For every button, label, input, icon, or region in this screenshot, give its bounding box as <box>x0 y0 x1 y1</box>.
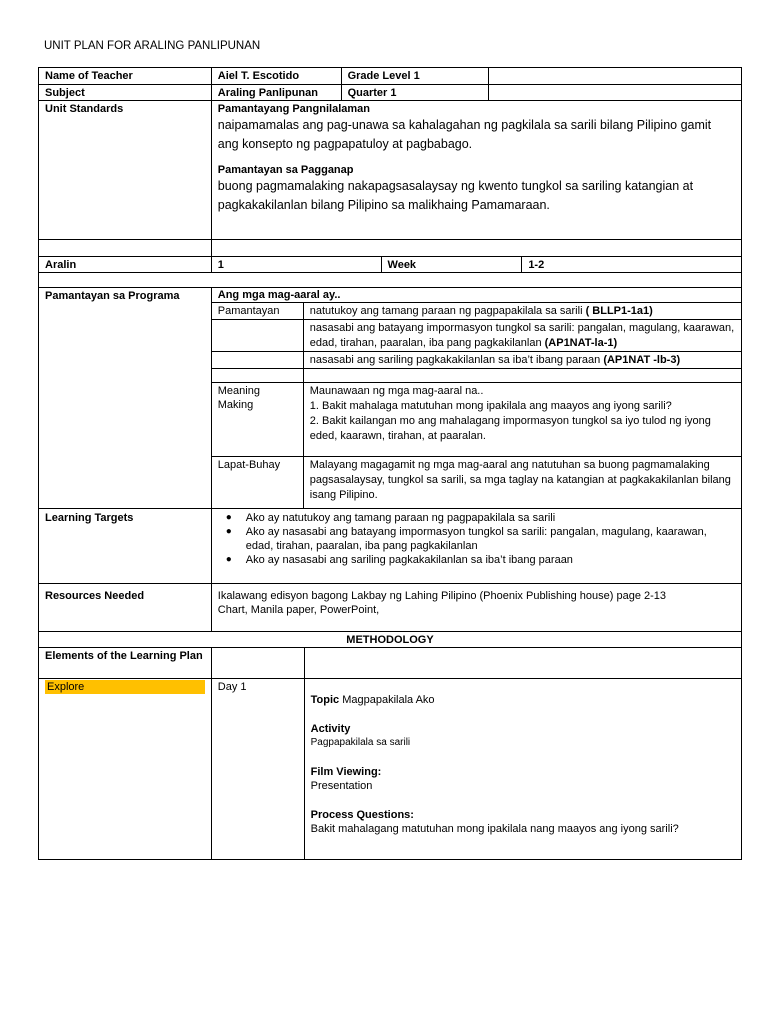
meaning-making-label: Meaning Making <box>212 383 304 456</box>
unit-plan-table <box>38 67 742 860</box>
explore-row <box>38 678 742 860</box>
performance-standard-heading: Pamantayan sa Pagganap <box>217 164 354 176</box>
aralin-label: Aralin <box>39 257 212 272</box>
item-text: natutukoy ang tamang paraan ng pagpapakilala sa sarili <box>309 305 586 317</box>
pamantayan-row <box>212 302 741 319</box>
teacher-name: Aiel T. Escotido <box>212 68 342 84</box>
unit-standards-row <box>38 100 742 239</box>
performance-standard-text: buong pagmamalaking nakapagsasalaysay ng kwento tungkol sa sariling katangian at pagkakakilanlan bilang Pilipino sa malikhaing Pamamaraan. <box>217 179 694 212</box>
methodology-heading: METHODOLOGY <box>39 632 742 647</box>
competency-code: (AP1NAT -lb-3) <box>603 354 681 366</box>
week-label: Week <box>382 257 523 272</box>
empty-cell <box>39 240 212 256</box>
meaning-line: 2. Bakit kailangan mo ang mahalagang impormasyon tungkol sa iyo tulod ng iyong eded, kaarawn, tirahan, at paaralan. <box>309 415 711 442</box>
process-questions-label: Process Questions: <box>310 809 414 821</box>
competency-code: ( BLLP1-1a1) <box>585 305 653 317</box>
process-questions-value: Bakit mahalagang matutuhan mong ipakilala nang maayos ang iyong sarili? <box>310 823 679 835</box>
lapat-buhay-row <box>212 456 741 508</box>
content-standard-heading: Pamantayang Pangnilalaman <box>217 103 370 115</box>
resources-label: Resources Needed <box>39 584 212 631</box>
resources-row <box>38 583 742 631</box>
target-item: ● Ako ay nasasabi ang batayang impormasyon tungkol sa sarili: pangalan, magulang, kaarawan, edad, tirahan, paaralan, iba pang pagkakilanlan <box>246 525 735 553</box>
unit-standards-label: Unit Standards <box>39 101 212 239</box>
empty-cell <box>489 85 742 100</box>
topic-line <box>311 693 735 707</box>
content-standard-text: naipamamalas ang pag-unawa sa kahalagahan ng pagkilala sa sarili bilang Pilipino gamit ang konsepto ng pagpapatuloy at pagbabago. <box>217 118 712 151</box>
programa-row <box>38 287 742 508</box>
programa-intro: Ang mga mag-aaral ay.. <box>217 289 341 301</box>
pamantayan-item-1 <box>304 303 741 319</box>
spacer-row <box>38 239 742 256</box>
document-title: UNIT PLAN FOR ARALING PANLIPUNAN <box>44 40 261 52</box>
learning-targets-content <box>212 509 742 583</box>
topic-label: Topic <box>310 694 340 706</box>
elements-row <box>38 647 742 678</box>
subject-label: Subject <box>39 85 212 100</box>
empty-cell <box>212 648 305 678</box>
empty-cell <box>212 352 304 368</box>
empty-cell <box>304 369 741 382</box>
learning-targets-label: Learning Targets <box>39 509 212 583</box>
pamantayan-row <box>212 319 741 351</box>
learning-targets-row <box>38 508 742 583</box>
meaning-making-row <box>212 382 741 456</box>
aralin-value: 1 <box>212 257 382 272</box>
empty-cell <box>212 369 304 382</box>
spacer-row <box>38 272 742 287</box>
meaning-making-content <box>304 383 741 456</box>
target-item: ● Ako ay nasasabi ang sariling pagkakakilanlan sa iba’t ibang paraan <box>246 553 735 567</box>
lapat-buhay-label: Lapat-Buhay <box>212 457 304 508</box>
programa-content <box>212 288 742 508</box>
explore-content <box>305 679 742 859</box>
resources-content <box>212 584 742 631</box>
day-label: Day 1 <box>212 679 305 859</box>
empty-cell <box>39 273 742 287</box>
empty-cell <box>212 320 304 351</box>
film-viewing-label: Film Viewing: <box>310 766 382 778</box>
learning-targets-list <box>218 511 735 567</box>
item-text: nasasabi ang sariling pagkakakilanlan sa iba’t ibang paraan <box>309 354 604 366</box>
meaning-line: Maunawaan ng mga mag-aaral na.. <box>309 385 484 397</box>
aralin-row <box>38 256 742 272</box>
activity-value: Pagpapakilala sa sarili <box>310 737 411 748</box>
programa-label: Pamantayan sa Programa <box>39 288 212 508</box>
explore-label: Explore <box>45 680 205 694</box>
quarter-label: Quarter 1 <box>342 85 490 100</box>
pamantayan-item-3 <box>304 352 741 368</box>
teacher-row <box>38 67 742 84</box>
pamantayan-row <box>212 351 741 368</box>
film-viewing-value: Presentation <box>310 780 373 792</box>
week-value: 1-2 <box>522 257 742 272</box>
meaning-line: 1. Bakit mahalaga matutuhan mong ipakilala ang maayos ang iyong sarili? <box>309 400 672 412</box>
topic-value: Magpapakilala Ako <box>339 694 435 706</box>
activity-label: Activity <box>310 723 351 735</box>
subject-value: Araling Panlipunan <box>212 85 342 100</box>
name-label: Name of Teacher <box>39 68 212 84</box>
item-text: nasasabi ang batayang impormasyon tungkol sa sarili: pangalan, magulang, kaarawan, edad, tirahan, paaralan, iba pang pagkakilanlan <box>309 322 735 349</box>
pamantayan-label: Pamantayan <box>212 303 304 319</box>
pamantayan-item-2 <box>304 320 741 351</box>
resource-line: Ikalawang edisyon bagong Lakbay ng Lahing Pilipino (Phoenix Publishing house) page 2-13 <box>217 590 667 602</box>
spacer-row <box>212 368 741 382</box>
lapat-buhay-text: Malayang magagamit ng mga mag-aaral ang natutuhan sa buong pagmamalaking pagsasalaysay, tungkol sa sarili, sa mga taglay na katangian at pagkakakilanlan bilang isang Pilipino. <box>309 459 731 501</box>
empty-cell <box>489 68 742 84</box>
methodology-row <box>38 631 742 647</box>
grade-level: Grade Level 1 <box>342 68 490 84</box>
resource-line: Chart, Manila paper, PowerPoint, <box>217 604 380 616</box>
unit-standards-content <box>212 101 742 239</box>
programa-intro-row <box>212 288 741 302</box>
empty-cell <box>305 648 742 678</box>
competency-code: (AP1NAT-la-1) <box>544 337 618 349</box>
target-item: ● Ako ay natutukoy ang tamang paraan ng pagpapakilala sa sarili <box>246 511 735 525</box>
elements-label: Elements of the Learning Plan <box>39 648 212 678</box>
explore-cell <box>39 679 212 859</box>
empty-cell <box>212 240 742 256</box>
subject-row <box>38 84 742 100</box>
